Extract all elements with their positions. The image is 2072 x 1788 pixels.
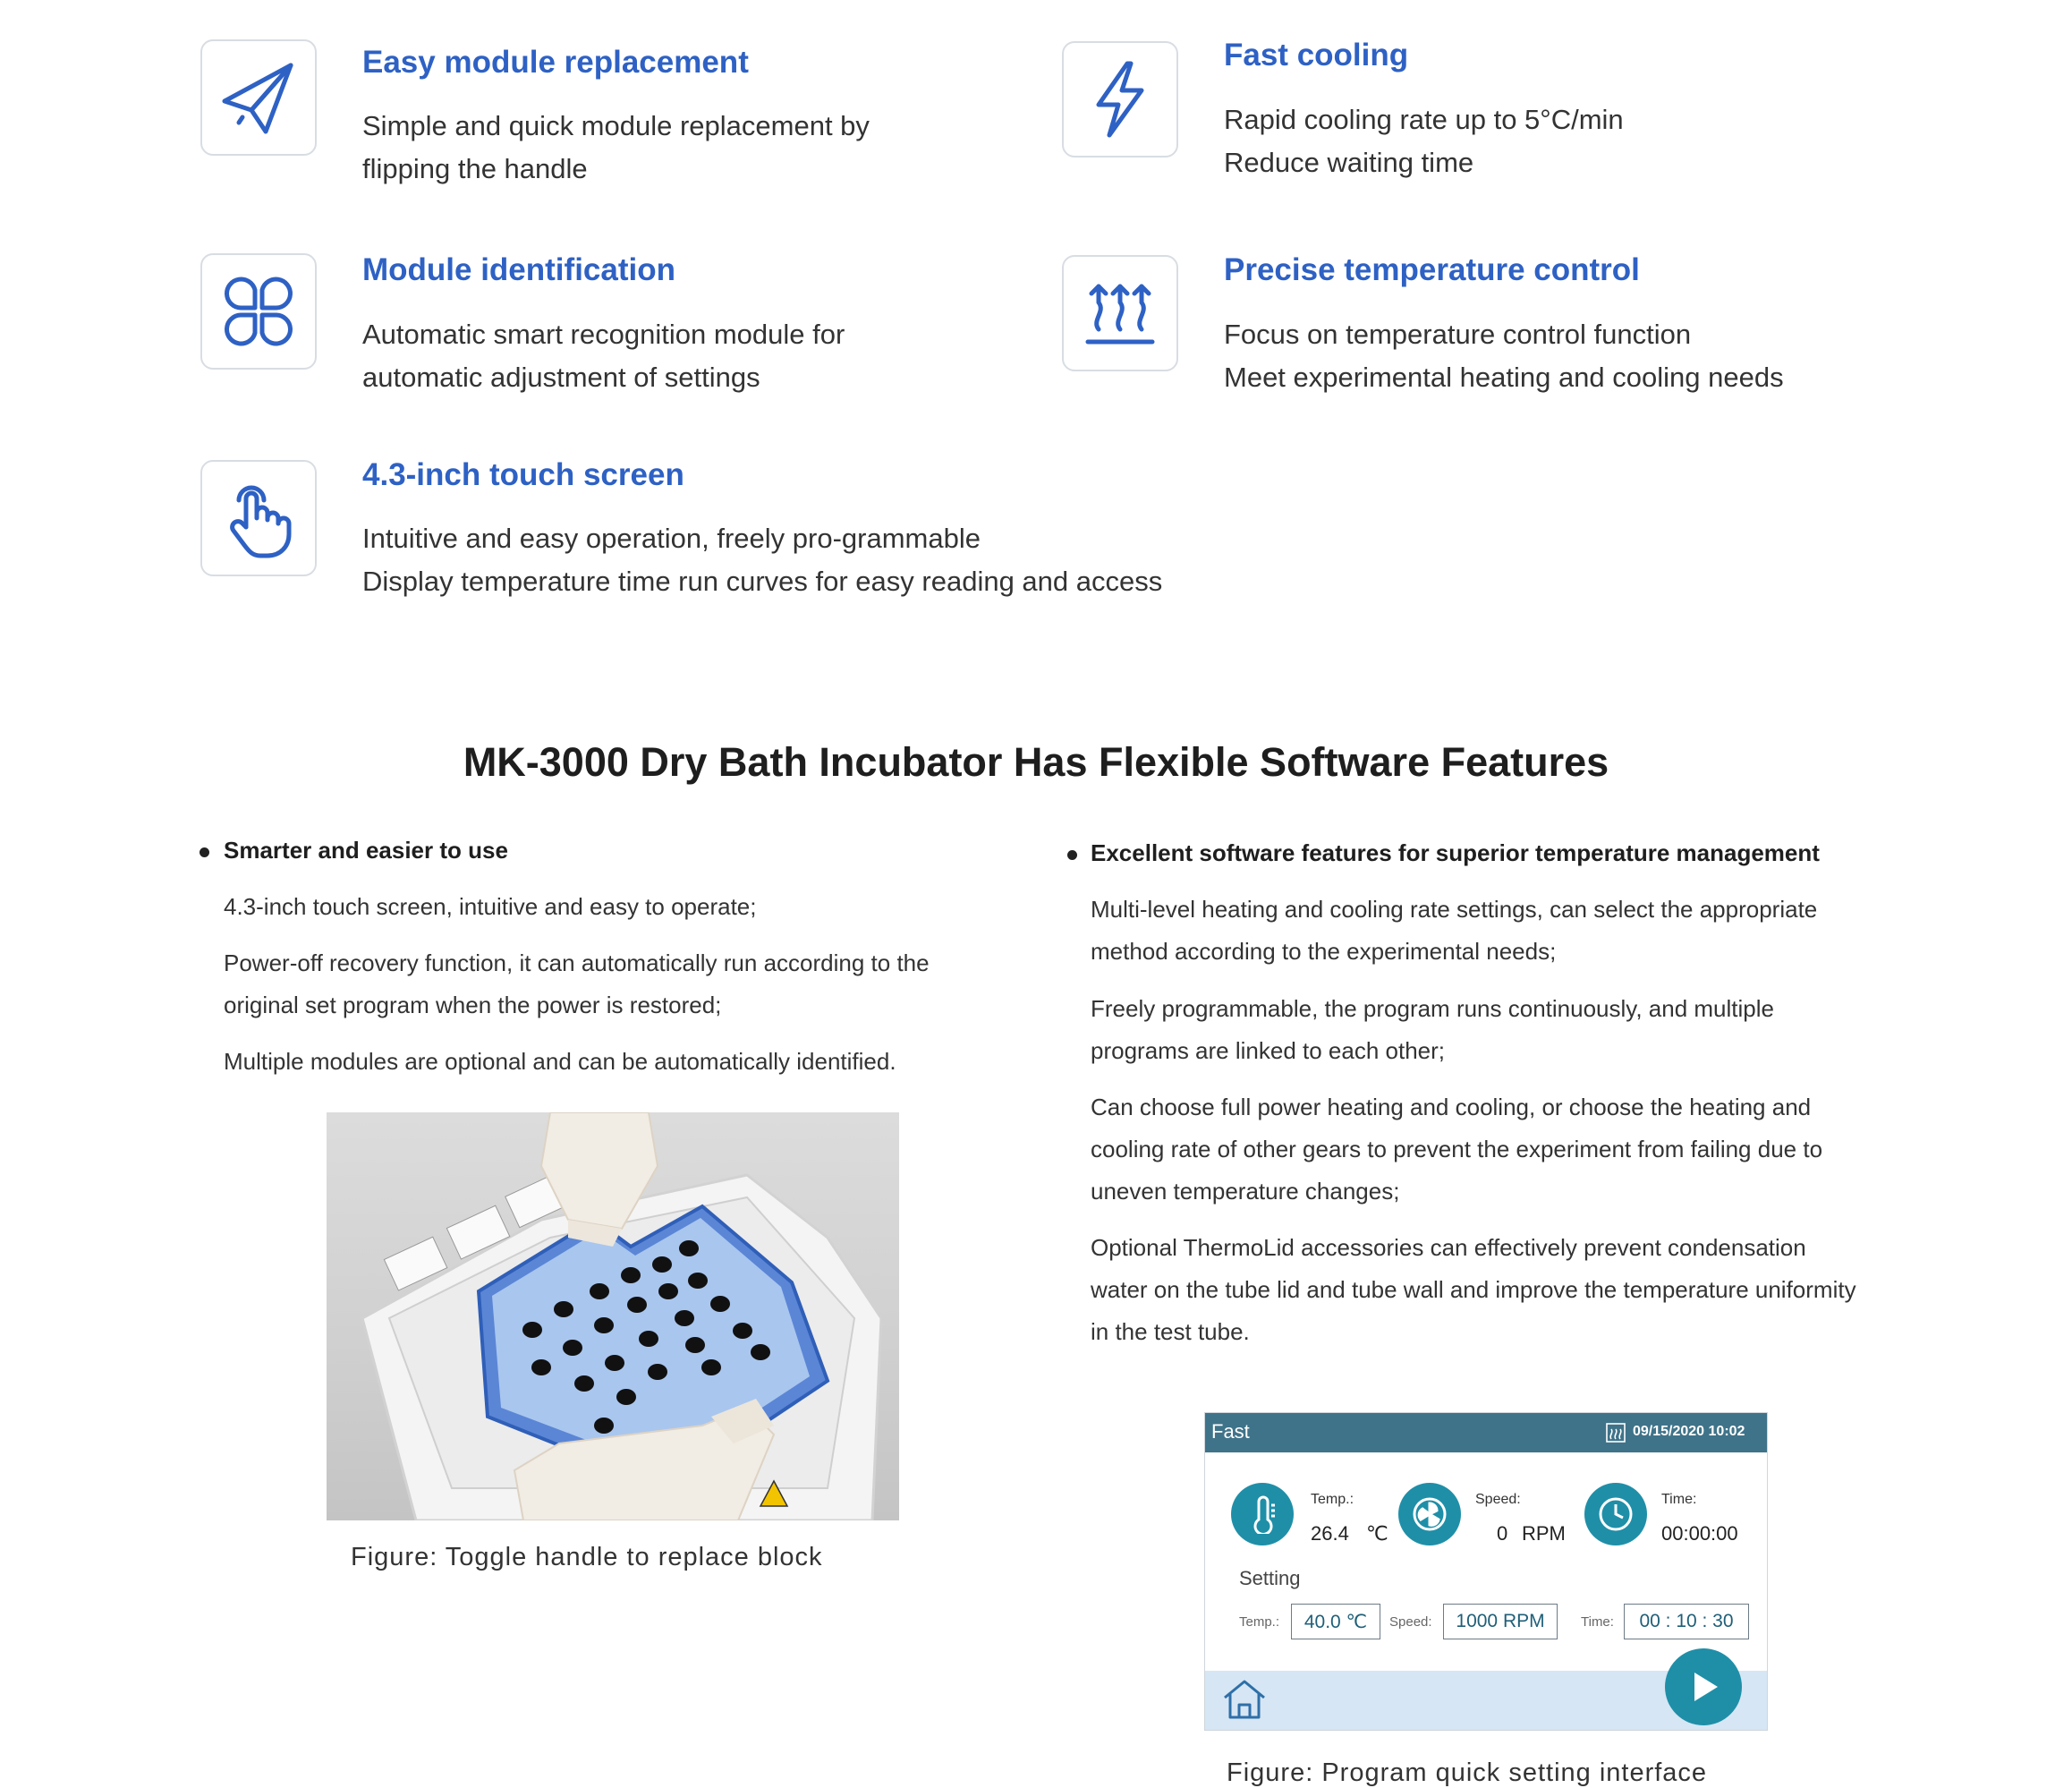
bullet-dot <box>1067 850 1077 860</box>
feature-desc-line: Automatic smart recognition module for <box>362 319 845 350</box>
feature-desc-line: Simple and quick module replacement by <box>362 110 870 141</box>
four-leaf-grid-icon <box>200 253 317 370</box>
bullet-dot <box>200 847 209 857</box>
screen-mode-label: Fast <box>1211 1420 1250 1443</box>
set-temp-label: Temp.: <box>1239 1614 1280 1630</box>
temp-label: Temp.: <box>1311 1492 1354 1507</box>
paragraph-line: water on the tube lid and tube wall and improve the temperature uniformity <box>1091 1276 1856 1303</box>
feature-title: Module identification <box>362 252 675 287</box>
setting-label: Setting <box>1239 1567 1301 1589</box>
paragraph-line: Power-off recovery function, it can automatically run according to the <box>224 949 930 976</box>
paragraph-line: Can choose full power heating and cooling, or choose the heating and <box>1091 1094 1812 1120</box>
clock-icon <box>1584 1483 1647 1545</box>
set-speed-field[interactable]: 1000 RPM <box>1443 1604 1558 1639</box>
screen-datetime: 09/15/2020 10:02 <box>1633 1424 1745 1439</box>
feature-desc-line: flipping the handle <box>362 153 588 184</box>
feature-desc-line: Meet experimental heating and cooling needs <box>1224 362 1784 393</box>
program-quick-setting-screen <box>1204 1412 1768 1731</box>
feature-desc-line: Display temperature time run curves for easy reading and access <box>362 566 1163 597</box>
figure-caption: Figure: Toggle handle to replace block <box>351 1543 823 1571</box>
paragraph-line: method according to the experimental needs; <box>1091 938 1557 965</box>
home-icon[interactable] <box>1221 1676 1268 1723</box>
time-label: Time: <box>1661 1492 1697 1507</box>
feature-desc-line: Intuitive and easy operation, freely pro-grammable <box>362 523 981 554</box>
thermometer-icon <box>1231 1483 1294 1545</box>
feature-title: Precise temperature control <box>1224 252 1640 287</box>
module-replacement-photo <box>327 1112 899 1520</box>
heat-waves-icon <box>1062 255 1178 371</box>
fan-speed-icon <box>1398 1483 1461 1545</box>
feature-title: Easy module replacement <box>362 45 749 80</box>
time-value: 00:00:00 <box>1661 1522 1738 1545</box>
paragraph-line: original set program when the power is restored; <box>224 992 722 1018</box>
feature-desc-line: Focus on temperature control function <box>1224 319 1692 350</box>
start-play-button[interactable] <box>1665 1648 1742 1725</box>
right-heading: Excellent software features for superior temperature management <box>1091 839 1820 866</box>
set-time-label: Time: <box>1581 1614 1614 1630</box>
section-title: MK-3000 Dry Bath Incubator Has Flexible Software Features <box>463 739 1609 785</box>
paragraph-line: uneven temperature changes; <box>1091 1178 1400 1205</box>
figure-caption: Figure: Program quick setting interface <box>1227 1758 1708 1787</box>
feature-desc-line: automatic adjustment of settings <box>362 362 760 393</box>
paragraph-line: in the test tube. <box>1091 1318 1250 1345</box>
speed-label: Speed: <box>1475 1492 1521 1507</box>
paragraph-line: programs are linked to each other; <box>1091 1037 1445 1064</box>
paragraph-line: Optional ThermoLid accessories can effectively prevent condensation <box>1091 1234 1806 1261</box>
touch-hand-icon <box>200 460 317 576</box>
paragraph-line: Multi-level heating and cooling rate settings, can select the appropriate <box>1091 896 1818 923</box>
play-icon <box>1684 1667 1723 1707</box>
feature-title: 4.3-inch touch screen <box>362 457 684 492</box>
set-speed-label: Speed: <box>1389 1614 1432 1630</box>
paper-plane-icon <box>200 39 317 156</box>
feature-desc-line: Rapid cooling rate up to 5°C/min <box>1224 104 1624 135</box>
set-temp-field[interactable]: 40.0 ℃ <box>1291 1604 1380 1639</box>
paragraph-line: Multiple modules are optional and can be automatically identified. <box>224 1048 896 1075</box>
paragraph-line: cooling rate of other gears to prevent the experiment from failing due to <box>1091 1136 1823 1162</box>
temp-unit: ℃ <box>1366 1522 1388 1545</box>
temp-value: 26.4 <box>1311 1522 1349 1545</box>
speed-value: 0 <box>1497 1522 1508 1545</box>
lightning-bolt-icon <box>1062 41 1178 158</box>
heat-status-icon <box>1606 1423 1626 1443</box>
paragraph-line: 4.3-inch touch screen, intuitive and easy to operate; <box>224 893 757 920</box>
feature-title: Fast cooling <box>1224 38 1409 72</box>
left-heading: Smarter and easier to use <box>224 837 508 864</box>
speed-unit: RPM <box>1522 1522 1566 1545</box>
feature-desc-line: Reduce waiting time <box>1224 147 1474 178</box>
paragraph-line: Freely programmable, the program runs continuously, and multiple <box>1091 995 1774 1022</box>
screen-title-bar <box>1205 1413 1768 1452</box>
set-time-field[interactable]: 00 : 10 : 30 <box>1624 1604 1749 1639</box>
